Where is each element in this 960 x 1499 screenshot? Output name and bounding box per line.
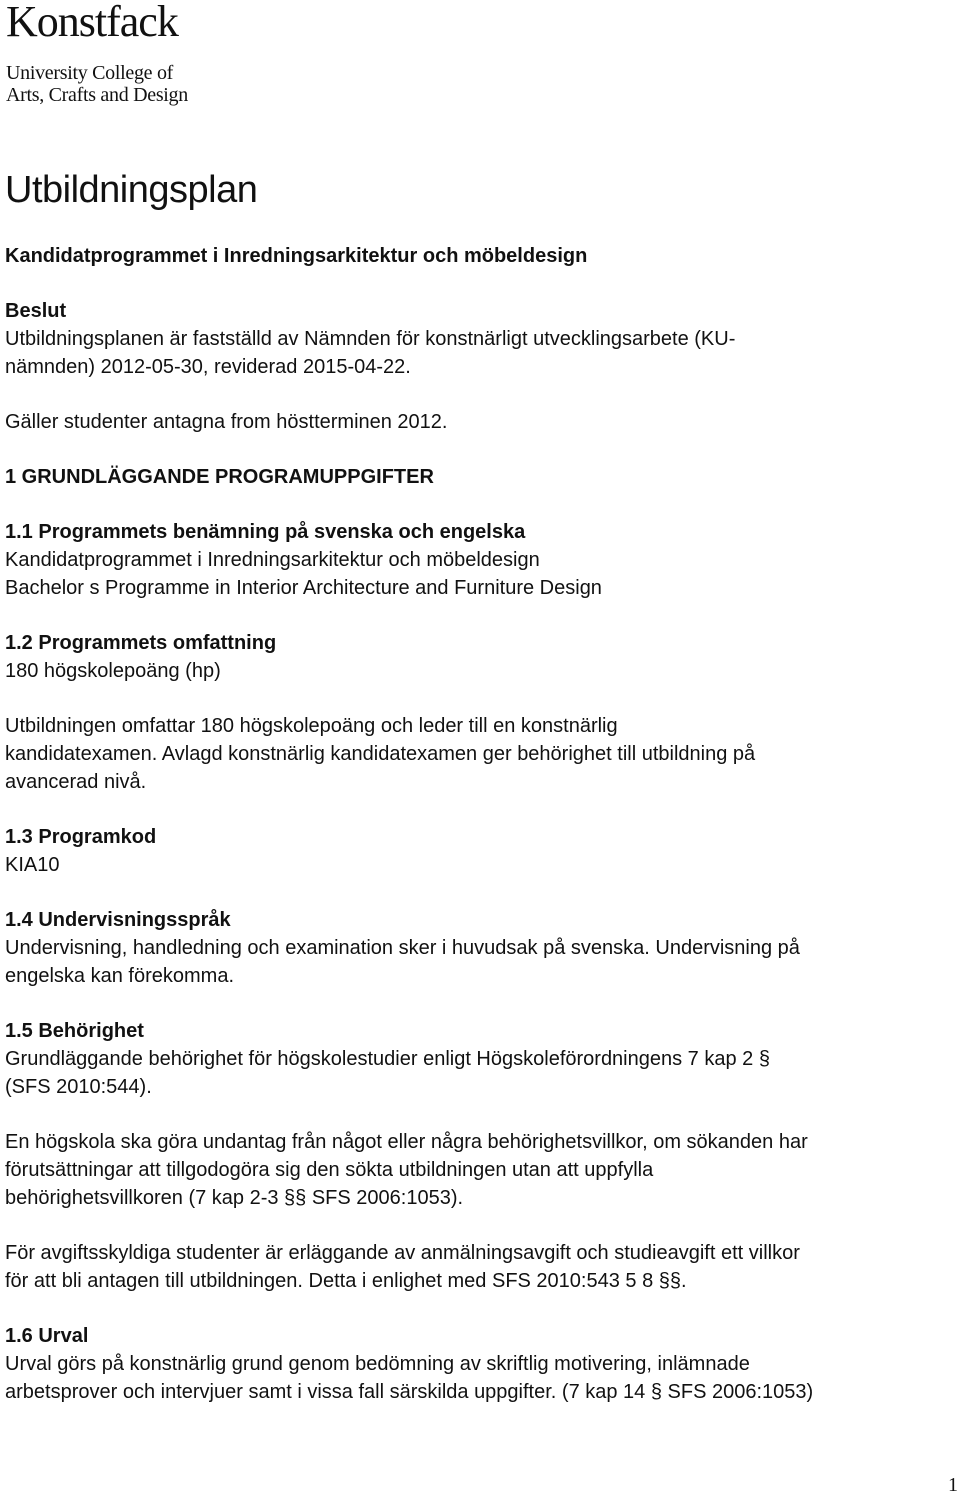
paragraph-line: Grundläggande behörighet för högskolestudier enligt Högskoleförordningens 7 kap 2 § bbox=[5, 1048, 770, 1070]
section-heading-1-1: 1.1 Programmets benämning på svenska och engelska bbox=[5, 521, 526, 543]
paragraph-line: För avgiftsskyldiga studenter är erläggande av anmälningsavgift och studieavgift ett villkor bbox=[5, 1242, 800, 1264]
paragraph-line: för att bli antagen till utbildningen. Detta i enlighet med SFS 2010:543 5 8 §§. bbox=[5, 1270, 687, 1292]
paragraph-line: (SFS 2010:544). bbox=[5, 1076, 152, 1098]
program-code: KIA10 bbox=[5, 854, 60, 876]
konstfack-logo bbox=[6, 0, 188, 106]
paragraph-line: Utbildningen omfattar 180 högskolepoäng och leder till en konstnärlig bbox=[5, 715, 618, 737]
paragraph-line: behörighetsvillkoren (7 kap 2-3 §§ SFS 2006:1053). bbox=[5, 1187, 464, 1209]
document-title: Utbildningsplan bbox=[5, 169, 258, 211]
section-heading-1-2: 1.2 Programmets omfattning bbox=[5, 632, 277, 654]
paragraph-line: förutsättningar att tillgodogöra sig den sökta utbildningen utan att uppfylla bbox=[5, 1159, 654, 1181]
section-heading-1: 1 GRUNDLÄGGANDE PROGRAMUPPGIFTER bbox=[5, 466, 434, 488]
paragraph-line: Utbildningsplanen är fastställd av Nämnden för konstnärligt utvecklingsarbete (KU- bbox=[5, 328, 736, 350]
paragraph-line: arbetsprover och intervjuer samt i vissa fall särskilda uppgifter. (7 kap 14 § SFS 2006:1053) bbox=[5, 1381, 814, 1403]
section-heading-beslut: Beslut bbox=[5, 300, 67, 322]
paragraph-line: Urval görs på konstnärlig grund genom bedömning av skriftlig motivering, inlämnade bbox=[5, 1353, 750, 1375]
logo-subtitle bbox=[6, 62, 188, 106]
paragraph-line: kandidatexamen. Avlagd konstnärlig kandidatexamen ger behörighet till utbildning på bbox=[5, 743, 756, 765]
paragraph-line: Gäller studenter antagna from höstterminen 2012. bbox=[5, 411, 448, 433]
paragraph-line: Bachelor s Programme in Interior Architecture and Furniture Design bbox=[5, 577, 602, 599]
section-heading-1-5: 1.5 Behörighet bbox=[5, 1020, 144, 1042]
section-heading-1-6: 1.6 Urval bbox=[5, 1325, 89, 1347]
page-number: 1 bbox=[948, 1474, 958, 1496]
section-heading-1-3: 1.3 Programkod bbox=[5, 826, 157, 848]
paragraph-line: 180 högskolepoäng (hp) bbox=[5, 660, 221, 682]
section-heading-1-4: 1.4 Undervisningsspråk bbox=[5, 909, 231, 931]
paragraph-line: engelska kan förekomma. bbox=[5, 965, 235, 987]
logo-wordmark: Konstfack bbox=[6, 0, 178, 46]
paragraph-line: En högskola ska göra undantag från något eller några behörighetsvillkor, om sökanden har bbox=[5, 1131, 808, 1153]
logo-subtitle-line-2: Arts, Crafts and Design bbox=[6, 84, 188, 106]
paragraph-line: Undervisning, handledning och examination sker i huvudsak på svenska. Undervisning på bbox=[5, 937, 800, 959]
paragraph-line: Kandidatprogrammet i Inredningsarkitektur och möbeldesign bbox=[5, 549, 540, 571]
logo-subtitle-line-1: University College of bbox=[6, 62, 174, 84]
paragraph-line: avancerad nivå. bbox=[5, 771, 147, 793]
paragraph-line: nämnden) 2012-05-30, reviderad 2015-04-22. bbox=[5, 356, 411, 378]
program-name: Kandidatprogrammet i Inredningsarkitektur och möbeldesign bbox=[5, 245, 588, 267]
document-body bbox=[5, 242, 955, 1406]
